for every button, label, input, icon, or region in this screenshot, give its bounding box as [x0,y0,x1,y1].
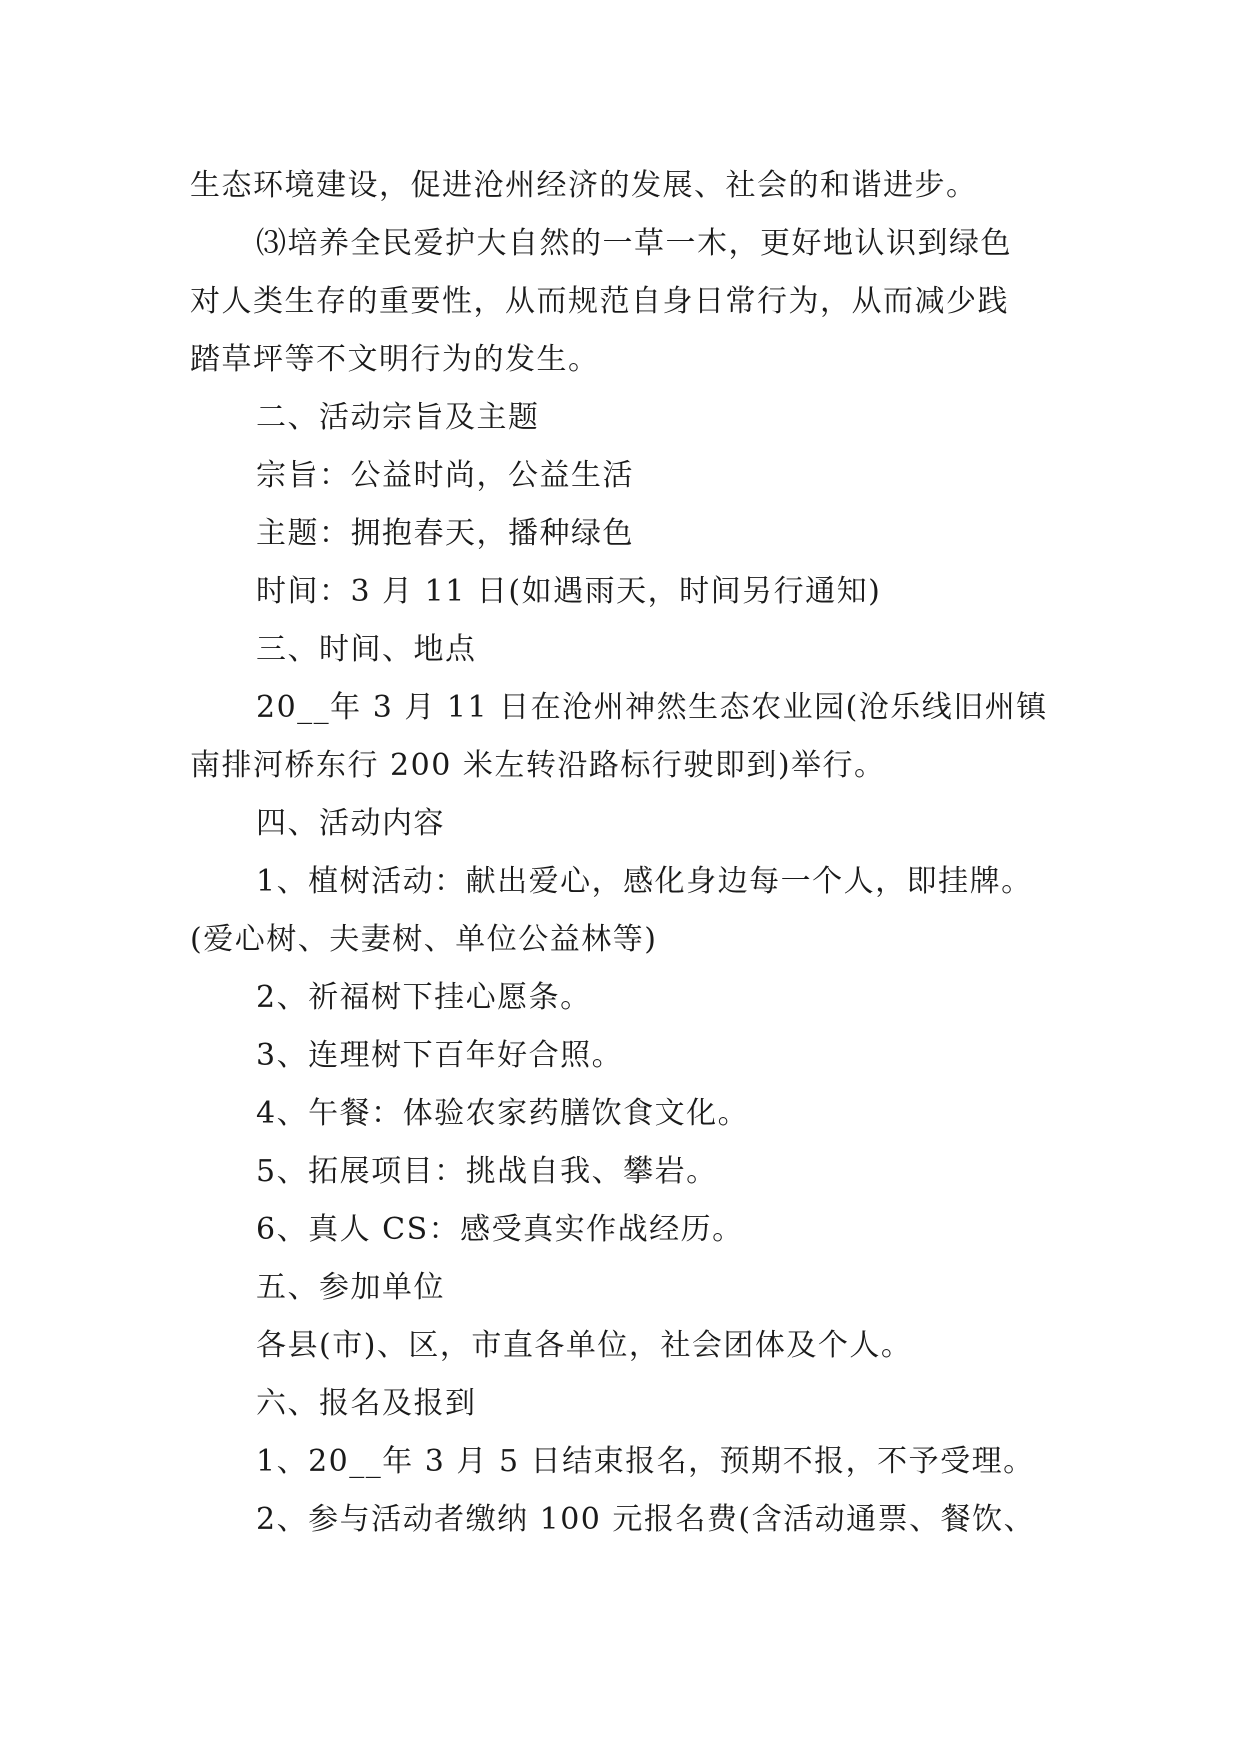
section-heading: 五、参加单位 [256,1270,445,1305]
section-heading: 二、活动宗旨及主题 [256,400,540,435]
paragraph-line: 踏草坪等不文明行为的发生。 [190,342,600,377]
paragraph-line: (爱心树、夫妻树、单位公益林等) [190,922,658,957]
list-item: 1、20__年 3 月 5 日结束报名，预期不报，不予受理。 [256,1444,1035,1479]
list-item: 3、连理树下百年好合照。 [256,1038,624,1073]
list-item: 4、午餐：体验农家药膳饮食文化。 [256,1096,750,1131]
paragraph-line: ⑶培养全民爱护大自然的一草一木，更好地认识到绿色 [256,226,1012,261]
paragraph-line: 主题：拥抱春天，播种绿色 [256,516,634,551]
paragraph-line: 宗旨：公益时尚，公益生活 [256,458,634,493]
list-item: 6、真人 CS：感受真实作战经历。 [256,1212,744,1247]
section-heading: 六、报名及报到 [256,1386,477,1421]
paragraph-line: 南排河桥东行 200 米左转沿路标行驶即到)举行。 [190,748,886,783]
paragraph-line: 生态环境建设，促进沧州经济的发展、社会的和谐进步。 [190,168,978,203]
section-heading: 三、时间、地点 [256,632,477,667]
paragraph-line: 各县(市)、区，市直各单位，社会团体及个人。 [256,1328,913,1363]
paragraph-line: 20__年 3 月 11 日在沧州神然生态农业园(沧乐线旧州镇 [256,690,1048,725]
list-item: 5、拓展项目：挑战自我、攀岩。 [256,1154,718,1189]
paragraph-line: 对人类生存的重要性，从而规范自身日常行为，从而减少践 [190,284,1009,319]
section-heading: 四、活动内容 [256,806,445,841]
paragraph-line: 时间：3 月 11 日(如遇雨天，时间另行通知) [256,574,882,609]
list-item: 2、祈福树下挂心愿条。 [256,980,592,1015]
list-item: 2、参与活动者缴纳 100 元报名费(含活动通票、餐饮、 [256,1502,1036,1537]
list-item: 1、植树活动：献出爱心，感化身边每一个人，即挂牌。 [256,864,1033,899]
